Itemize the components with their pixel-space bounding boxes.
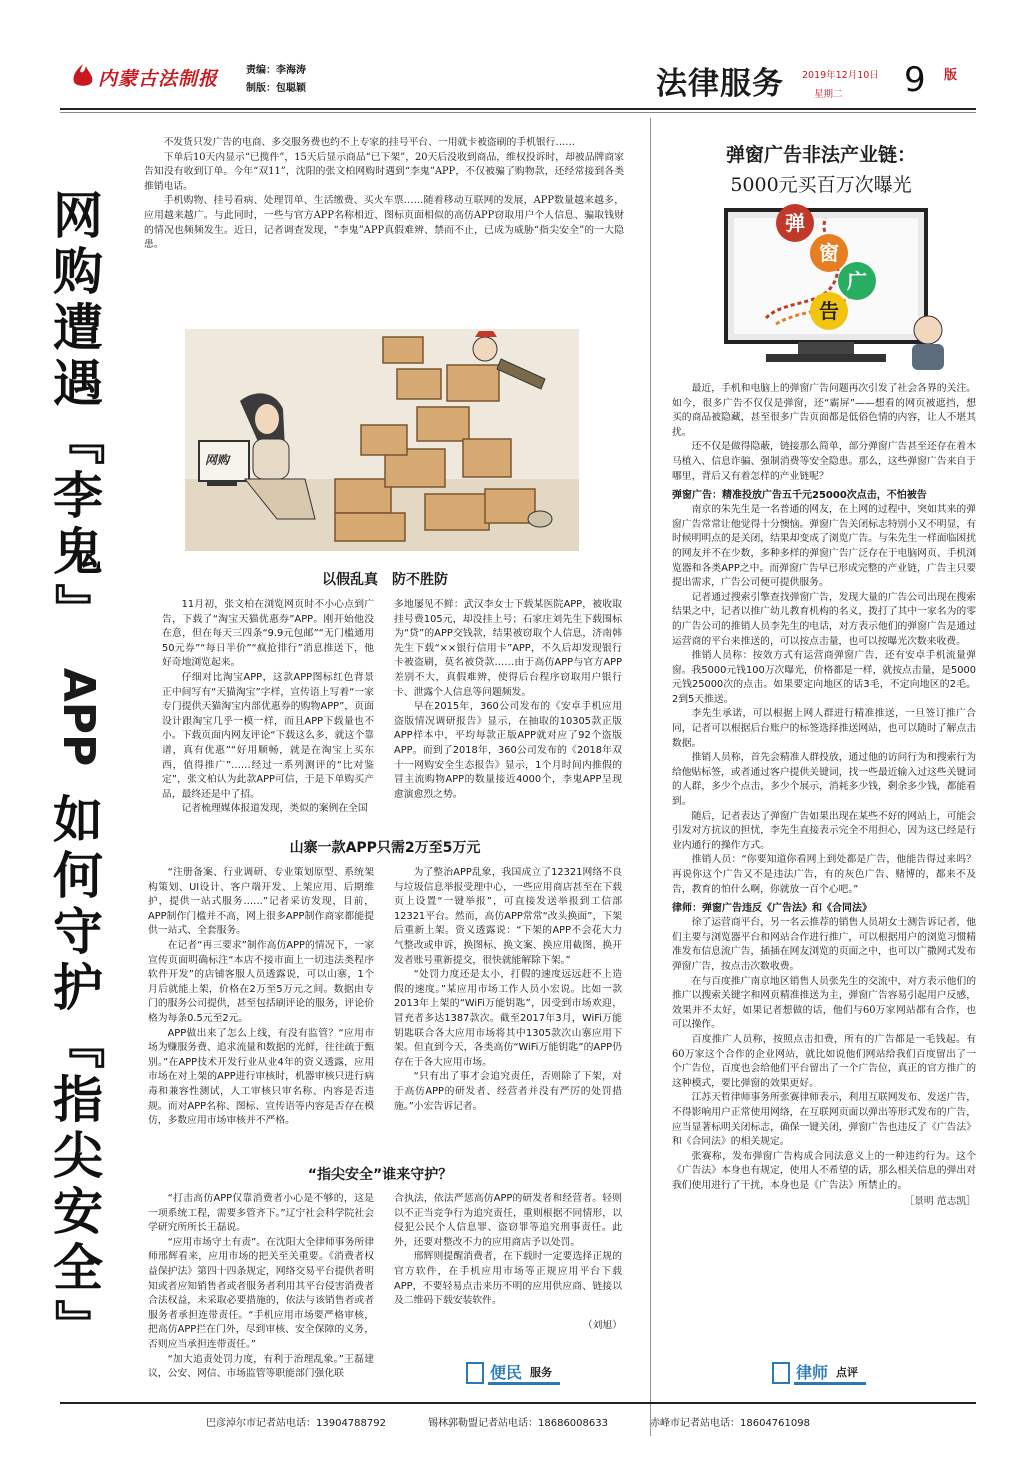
newspaper-page: 内蒙古法制报 责编：李海涛 制版：包聪颖 法律服务 2019年12月10日 星期二 9 版 网 购 遭 遇 『 李 鬼 』 APP 如 何 守 护 『 指 尖 安 全 』 不发货只发广告的电商、多交服务费也约不上专家的挂号平台、一用就卡被盗刷的手机银行…… 下单后10天内显示“已揽件”，15天后显示商品“已下架”，20天后没收到商品，维权投诉时，却被品牌商家告知没有收到订单。今年“双11”，沈阳的张文柏网购时遇到“李鬼”APP，不仅被骗了购物款，还经常接到各类推销电话。 手机购物、挂号看病、处理罚单、生活缴费、买火车票……随着移动互联网的发展，APP数量越来越多，应用越来越广。与此同时，一些与官方APP名称相近、图标页面相似的高仿APP窃取用户个人信息、骗取钱财的情况也频频发生。近日，记者调查发现，“李鬼”APP真假难辨、禁而不止，已成为威胁“指尖安全”的一大隐患。 网购 以假乱真 防不胜防 11月初，张文柏在浏览网页时不小心点到广告，下载了“淘宝天猫优惠券”APP。刚开始他没在意，但在每天三四条“9.9元包邮”“无门槛通用50元券”“每日半价”“疯抢排行”消息推送下，他好奇地浏览起来。 仔细对比淘宝APP，这款APP图标红色背景正中间写有“天猫淘宝”字样，宣传语上写着“一家专门提供天猫淘宝内部优惠券的购物APP”，页面设计跟淘宝几乎一模一样，而且APP下载量也不小。下载页面内网友评论“下载这么多，就这个靠谱，真有优惠”“好用顺畅，就是在淘宝上买东西，值得推广”……经过一系列测评的“比对鉴定”，张文柏认为此款APP可信，于是下单购买产品，最终还是中了招。 记者梳理媒体报道发现，类似的案例在全国 多地屡见不鲜：武汉李女士下载某医院APP，被收取挂号费105元，却没挂上号；石家庄刘先生下载围标为“贷”的APP交钱款，结果被窃取个人信息，济南韩先生下载“××银行信用卡”APP，不久后却发现银行卡被盗刷，莫名被贷款……由于高仿APP与官方APP差别不大，真假难辨，使得后台程序窃取用户银行卡、泄露个人信息等问题频发。 早在2015年，360公司发布的《安卓手机应用盗版情况调研报告》显示，在抽取的10305款正版APP样本中，平均每款正版APP就对应了92个盗版APP。而到了2018年，360公司发布的《2018年双十一网购安全生态报告》显示，1个月时间内推假的冒主流购物APP的数量接近4000个，李鬼APP呈现愈演愈烈之势。 山寨一款APP只需2万至5万元 “注册备案、行业调研、专业策划原型、系统架构策划、UI设计、客户端开发、上架应用、后期维护，提供一站式服务……”记者采访发现，目前，APP制作门槛并不高，网上很多APP制作商家都能提供一站式、全套服务。 在记者“再三要求”制作高仿APP的情况下，一家宣传页面明确标注“本店不接市面上一切违法类程序软件开发”的店铺客服人员透露说，可以山寨，1个月后就能上架，价格在2万至5万元之间。数据由专门的服务公司提供，甚至包括刷评论的服务，评论价格为每条0.5元至2元。 APP做出来了怎么上线，有没有监管？“应用市场为赚服务费、追求流量和数据的光鲜，往往疏于甄别。”在APP技术开发行业从业4年的资义透露，应用市场在对上架的APP进行审核时，机器审核只进行病毒和兼容性测试，人工审核只审名称、内容是否违规。而对APP名称、图标、宣传语等内容是否存在模仿，多数应用市场审核并不严格。 为了整治APP乱象，我国成立了12321网络不良与垃圾信息举报受理中心，一些应用商店甚至在下载页上设置“一键举报”，可直接发送举报到工信部12321平台。然而，高仿APP常常“改头换面”，下架后重新上架。资义透露说：“下架的APP不会花大力气整改或申诉，换图标、换文案、换应用截图、换开发者账号重新提交，很快就能解除下架。” “处罚力度还是太小，打假的速度远远赶不上造假的速度。”某应用市场工作人员小宏说。比如一款2013年上架的“WiFi万能钥匙”，因受到市场欢迎，冒充者多达1387款次。截至2017年3月，WiFi万能钥匙联合各大应用市场将其中1305款次山寨应用下架。但直到今天，各类高仿“WiFi万能钥匙”的APP仍存在于各大应用市场。 “只有出了事才会追究责任，否则除了下架，对于高仿APP的研发者、经营者并没有严厉的处罚措施。”小宏告诉记者。 “指尖安全”谁来守护？ “打击高仿APP仅靠消费者小心是不够的，这是一项系统工程，需要多管齐下。”辽宁社会科学院社会学研究所所长王磊说。 “应用市场守土有责”。在沈阳大全律师事务所律师邢辉看来，应用市场的把关至关重要。《消费者权益保护法》第四十四条规定，网络交易平台提供者明知或者应知销售者或者服务者利用其平台侵害消费者合法权益，未采取必要措施的，依法与该销售者或者服务者承担连带责任。“手机应用市场要严格审核，把高仿APP拦在门外，尽到审核、安全保障的义务，否则应当承担连带责任。” “加大追责处罚力度，有利于治理乱象。”王磊建议，公安、网信、市场监管等职能部门强化联 合执法，依法严惩高仿APP的研发者和经营者。轻则以不正当竞争行为追究责任，重则根据不同情形，以侵犯公民个人信息罪、盗窃罪等追究刑事责任。此外，还要对整改不力的应用商店予以处罚。 邢辉则提醒消费者，在下载时一定要选择正规的官方软件，在手机应用市场等正规应用平台下载APP，不要轻易点击来历不明的应用供应商、链接以及二维码下载安装软件。 （刘旭） 弹窗广告非法产业链： 5000元买百万次曝光 弹 窗 广 告 最近，手机和电脑上的弹窗广告问题再次引发了社会各界的关注。如今，很多广告不仅仅是弹窗，还“霸屏”——想看的网页被遮挡，想买的商品被隐藏，甚至很多广告页面都是低俗色情的内容，让人不堪其扰。 还不仅是做得隐蔽，链接那么简单，部分弹窗广告甚至还存在着木马植入、信息诈骗、强制消费等安全隐患。那么，这些弹窗广告来自于哪里，背后又有着怎样的产业链呢？ 弹窗广告：精准投放广告五千元25000次点击，不怕被告 南京的朱先生是一名普通的网友，在上网的过程中，突如其来的弹窗广告常常让他觉得十分懊恼。弹窗广告关闭标志特别小又不明显，有时候明明点的是关闭，结果却变成了浏览广告。与朱先生一样面临困扰的网友并不在少数，多种多样的弹窗广告广泛存在于电脑网页、手机浏览器和各类APP之中。而弹窗广告早已形成完整的产业链，广告主只要提出需求，广告公司便可提供服务。 记者通过搜索引擎查找弹窗广告，发现大量的广告公司出现在搜索结果之中，记者以推广幼儿教育机构的名义，拨打了其中一家名为的零的广告公司的推销人员李先生的电话，对方表示他们的弹窗广告是通过运营商的平台来推送的，可以按点击量，也可以按曝光次数来收费。 推销人员称：按效方式有运营商弹窗广告，还有安卓手机流量弹窗。我5000元钱100万次曝光，价格都是一样，就按点击量，是5000元钱25000次的点击。如果要定向地区的话3毛，不定向地区的2毛。2到5天推送。 李先生承诺，可以根据上网人群进行精准推送，一旦签订推广合同，记者可以根据后台账户的标签选择推送网站，也可以随时了解点击数据。 推销人员称，首先会精准人群投放，通过他的访问行为和搜索行为给他贴标签，或者通过客户提供关键词，找一些最近输入过这些关键词的人群，多少个点击，多少个展示，消耗多少钱，剩余多少钱，都能看到。 随后，记者表达了弹窗广告如果出现在某些不好的网站上，可能会引发对方抗议的担忧，李先生直接表示完全不用担心，因为这已经是行业内通行的操作方式。 推销人员：“你要知道你看网上到处都是广告，他能告得过来吗？再说你这个广告又不是违法广告，有的灰色广告、赌博的，都来不及告，教育的怕什么啊，你就放一百个心吧。” 律师：弹窗广告违反《广告法》和《合同法》 徐了运营商平台，另一名云推荐的销售人员胡女士测告诉记者，他们主要与浏览器平台和网站合作进行推广，可以根据用户的浏览习惯精准发布信息流广告，插插在网友浏览的页面之中，也可以广撒网式发布弹窗广告，按点击次数收费。 在与百度推广南京地区销售人员张先生的交流中，对方表示他们的推广以搜索关键字和网页精准推送为主，弹窗广告容易引起用户反感，效果并不太好，如果记者想做的话，他们与60万家网站都有合作，也可以操作。 百度推广人员称，按照点击扣费，所有的广告都是一毛钱起。有60万家这个合作的企业网站，就比如说他们网站给我们百度留出了一个广告位，百度也会给他们平台留出了一个广告位，真正的官方推广的这种模式，要比弹窗的效果更好。 江苏天哲律师事务所张赛律师表示，利用互联网发布、发送广告，不得影响用户正常使用网络，在互联网页面以弹出等形式发布的广告，应当显著标明关闭标志，确保一键关闭，弹窗广告也违反了《广告法》和《合同法》的相关规定。 张赛称，发布弹窗广告构成合同法意义上的一种违约行为。这个《广告法》本身也有规定，使用人不希望的话，那么相关信息的弹出对我们使用进行了干扰，本身也是《广告法》所禁止的。 ［景明 范志凯］ 便民 服务 律师 点评 巴彦淖尔市记者站电话：13904788792 锡林郭勒盟记者站电话：18686008633 赤峰市记者站电话：18604761098 <box>0 0 1024 1484</box>
right-headline-2: 5000元买百万次曝光 <box>730 174 912 196</box>
lead-paragraph: 不发货只发广告的电商、多交服务费也约不上专家的挂号平台、一用就卡被盗刷的手机银行…… <box>163 137 576 148</box>
footer-rule <box>60 1402 976 1404</box>
cartoon-char: 弹 <box>776 204 814 242</box>
section-heading-2: 山寨一款APP只需2万至5万元 <box>289 840 481 856</box>
sec2-col1: “注册备案、行业调研、专业策划原型、系统架构策划、UI设计、客户端开发、上架应用、后期维护，提供一站式服务……”记者采访发现，目前，APP制作门槛并不高，网上很多APP制作商家都能提供一站式、全套服务。 在记者“再三要求”制作高仿APP的情况下，一家宣传页面明确标注“本店不接市面上一切违法类程序软件开发”的店铺客服人员透露说，可以山寨，1个月后就能上架，价格在2万至5万元之间。数据由专门的服务公司提供，甚至包括刷评论的服务，评论价格为每条0.5元至2元。 APP做出来了怎么上线，有没有监管？“应用市场为赚服务费、追求流量和数据的光鲜，往往疏于甄别。”在APP技术开发行业从业4年的资义透露，应用市场在对上架的APP进行审核时，机器审核只进行病毒和兼容性测试，人工审核只审名称、内容是否违规。而对APP名称、图标、宣传语等内容是否存在模仿，多数应用市场审核并不严格。 <box>148 867 374 1127</box>
editor-credit: 责编：李海涛 <box>246 65 306 76</box>
shopping-illustration <box>185 329 579 551</box>
page-number: 9 <box>904 60 926 100</box>
section-heading-3: “指尖安全”谁来守护？ <box>307 1167 453 1183</box>
sec2-col2: 为了整治APP乱象，我国成立了12321网络不良与垃圾信息举报受理中心，一些应用商店甚至在下载页上设置“一键举报”，可直接发送举报到工信部12321平台。然而，高仿APP常常“改头换面”，下架后重新上架。资义透露说：“下架的APP不会花大力气整改或申诉，换图标、换文案、换应用截图、换开发者账号重新提交，很快就能解除下架。” “处罚力度还是太小，打假的速度远远赶不上造假的速度。”某应用市场工作人员小宏说。比如一款2013年上架的“WiFi万能钥匙”，因受到市场欢迎，冒充者多达1387款次。截至2017年3月，WiFi万能钥匙联合各大应用市场将其中1305款次山寨应用下架。但直到今天，各类高仿“WiFi万能钥匙”的APP仍存在于各大应用市场。 “只有出了事才会追究责任，否则除了下架，对于高仿APP的研发者、经营者并没有严厉的处罚措施。”小宏告诉记者。 <box>394 867 622 1112</box>
vertical-headline-app: APP <box>53 667 104 767</box>
masthead-rule <box>60 108 976 110</box>
lead-paragraph: 下单后10天内显示“已揽件”，15天后显示商品“已下架”，20天后没收到商品，维权投诉时，却被品牌商家告知没有收到订单。今年“双11”，沈阳的张文柏网购时遇到“李鬼”APP，不仅被骗了购物款，还经常接到各类推销电话。 <box>144 151 624 192</box>
sec3-col2: 合执法，依法严惩高仿APP的研发者和经营者。轻则以不正当竞争行为追究责任，重则根据不同情形，以侵犯公民个人信息罪、盗窃罪等追究刑事责任。此外，还要对整改不力的应用商店予以处罚。 邢辉则提醒消费者，在下载时一定要选择正规的官方软件，在手机应用市场等正规应用平台下载APP，不要轻易点击来历不明的应用供应商、链接以及二维码下载安装软件。 （刘旭） <box>394 1193 622 1331</box>
subhead: 弹窗广告：精准投放广告五千元25000次点击，不怕被告 <box>672 490 927 502</box>
footer-contact: 赤峰市记者站电话：18604761098 <box>650 1418 810 1429</box>
subhead: 律师：弹窗广告违反《广告法》和《合同法》 <box>672 903 872 915</box>
section-title: 法律服务 <box>656 66 784 102</box>
right-headline-1: 弹窗广告非法产业链： <box>725 144 916 166</box>
sec3-col1: “打击高仿APP仅靠消费者小心是不够的，这是一项系统工程，需要多管齐下。”辽宁社会科学院社会学研究所所长王磊说。 “应用市场守土有责”。在沈阳大全律师事务所律师邢辉看来，应用市场的把关至关重要。《消费者权益保护法》第四十四条规定，网络交易平台提供者明知或者应知销售者或者服务者利用其平台侵害消费者合法权益，未采取必要措施的，依法与该销售者或者服务者承担连带责任。“手机应用市场要严格审核，把高仿APP拦在门外，尽到审核、安全保障的义务，否则应当承担连带责任。” “加大追责处罚力度，有利于治理乱象。”王磊建议，公安、网信、市场监管等职能部门强化联 <box>148 1193 374 1380</box>
right-article: 最近，手机和电脑上的弹窗广告问题再次引发了社会各界的关注。如今，很多广告不仅仅是弹窗，还“霸屏”——想看的网页被遮挡，想买的商品被隐藏，甚至很多广告页面都是低俗色情的内容，让人不堪其扰。 还不仅是做得隐蔽，链接那么简单，部分弹窗广告甚至还存在着木马植入、信息诈骗、强制消费等安全隐患。那么，这些弹窗广告来自于哪里，背后又有着怎样的产业链呢？ 弹窗广告：精准投放广告五千元25000次点击，不怕被告 南京的朱先生是一名普通的网友，在上网的过程中，突如其来的弹窗广告常常让他觉得十分懊恼。弹窗广告关闭标志特别小又不明显，有时候明明点的是关闭，结果却变成了浏览广告。与朱先生一样面临困扰的网友并不在少数，多种多样的弹窗广告广泛存在于电脑网页、手机浏览器和各类APP之中。而弹窗广告早已形成完整的产业链，广告主只要提出需求，广告公司便可提供服务。 记者通过搜索引擎查找弹窗广告，发现大量的广告公司出现在搜索结果之中，记者以推广幼儿教育机构的名义，拨打了其中一家名为的零的广告公司的推销人员李先生的电话，对方表示他们的弹窗广告是通过运营商的平台来推送的，可以按点击量，也可以按曝光次数来收费。 推销人员称：按效方式有运营商弹窗广告，还有安卓手机流量弹窗。我5000元钱100万次曝光，价格都是一样，就按点击量，是5000元钱25000次的点击。如果要定向地区的话3毛，不定向地区的2毛。2到5天推送。 李先生承诺，可以根据上网人群进行精准推送，一旦签订推广合同，记者可以根据后台账户的标签选择推送网站，也可以随时了解点击数据。 推销人员称，首先会精准人群投放，通过他的访问行为和搜索行为给他贴标签，或者通过客户提供关键词，找一些最近输入过这些关键词的人群，多少个点击，多少个展示，消耗多少钱，剩余多少钱，都能看到。 随后，记者表达了弹窗广告如果出现在某些不好的网站上，可能会引发对方抗议的担忧，李先生直接表示完全不用担心，因为这已经是行业内通行的操作方式。 推销人员：“你要知道你看网上到处都是广告，他能告得过来吗？再说你这个广告又不是违法广告，有的灰色广告、赌博的，都来不及告，教育的怕什么啊，你就放一百个心吧。” 律师：弹窗广告违反《广告法》和《合同法》 徐了运营商平台，另一名云推荐的销售人员胡女士测告诉记者，他们主要与浏览器平台和网站合作进行推广，可以根据用户的浏览习惯精准发布信息流广告，插插在网友浏览的页面之中，也可以广撒网式发布弹窗广告，按点击次数收费。 在与百度推广南京地区销售人员张先生的交流中，对方表示他们的推广以搜索关键字和网页精准推送为主，弹窗广告容易引起用户反感，效果并不太好，如果记者想做的话，他们与60万家网站都有合作，也可以操作。 百度推广人员称，按照点击扣费，所有的广告都是一毛钱起。有60万家这个合作的企业网站，就比如说他们网站给我们百度留出了一个广告位，百度也会给他们平台留出了一个广告位，真正的官方推广的这种模式，要比弹窗的效果更好。 江苏天哲律师事务所张赛律师表示，利用互联网发布、发送广告，不得影响用户正常使用网络，在互联网页面以弹出等形式发布的广告，应当显著标明关闭标志，确保一键关闭，弹窗广告也违反了《广告法》和《合同法》的相关规定。 张赛称，发布弹窗广告构成合同法意义上的一种违约行为。这个《广告法》本身也有规定，使用人不希望的话，那么相关信息的弹出对我们使用进行了干扰，本身也是《广告法》所禁止的。 ［景明 范志凯］ <box>672 383 976 1208</box>
issue-weekday: 星期二 <box>814 89 843 100</box>
masthead-rule-thin <box>60 112 976 113</box>
lead-text <box>144 136 624 253</box>
vertical-headline: 网 购 遭 遇 『 李 鬼 』 <box>49 186 108 633</box>
cartoon-char: 窗 <box>810 234 848 272</box>
masthead-logo-text: 内蒙古法制报 <box>98 68 219 90</box>
cartoon-char: 广 <box>838 262 876 300</box>
footer-contact: 巴彦淖尔市记者站电话：13904788792 <box>206 1418 386 1429</box>
byline: ［景明 范志凯］ <box>904 1196 976 1208</box>
document-icon <box>466 1362 484 1384</box>
issue-date: 2019年12月10日 <box>802 70 879 81</box>
byline: （刘旭） <box>582 1319 622 1331</box>
section-heading-1: 以假乱真 防不胜防 <box>322 572 448 588</box>
producer-credit: 制版：包聪颖 <box>246 83 306 94</box>
sec1-col2: 多地屡见不鲜：武汉李女士下载某医院APP，被收取挂号费105元，却没挂上号；石家庄刘先生下载围标为“贷”的APP交钱款，结果被窃取个人信息，济南韩先生下载“××银行信用卡”APP，不久后却发现银行卡被盗刷，莫名被贷款……由于高仿APP与官方APP差别不大，真假难辨，使得后台程序窃取用户银行卡、泄露个人信息等问题频发。 早在2015年，360公司发布的《安卓手机应用盗版情况调研报告》显示，在抽取的10305款正版APP样本中，平均每款正版APP就对应了92个盗版APP。而到了2018年，360公司发布的《2018年双十一网购安全生态报告》显示，1个月时间内推假的冒主流购物APP的数量接近4000个，李鬼APP呈现愈演愈烈之势。 <box>394 599 622 800</box>
sec1-col1: 11月初，张文柏在浏览网页时不小心点到广告，下载了“淘宝天猫优惠券”APP。刚开始他没在意，但在每天三四条“9.9元包邮”“无门槛通用50元券”“每日半价”“疯抢排行”消息推送下，他好奇地浏览起来。 仔细对比淘宝APP，这款APP图标红色背景正中间写有“天猫淘宝”字样，宣传语上写着“一家专门提供天猫淘宝内部优惠券的购物APP”，页面设计跟淘宝几乎一模一样，而且APP下载量也不小。下载页面内网友评论“下载这么多，就这个靠谱，真有优惠”“好用顺畅，就是在淘宝上买东西，值得推广”……经过一系列测评的“比对鉴定”，张文柏认为此款APP可信，于是下单购买产品，最终还是中了招。 记者梳理媒体报道发现，类似的案例在全国 <box>162 599 374 815</box>
cartoon-char: 告 <box>810 292 848 330</box>
page-suffix: 版 <box>944 68 958 83</box>
lead-paragraph: 手机购物、挂号看病、处理罚单、生活缴费、买火车票……随着移动互联网的发展，APP数量越来越多，应用越来越广。与此同时，一些与官方APP名称相近、图标页面相似的高仿APP窃取用户个人信息、骗取钱财的情况也频频发生。近日，记者调查发现，“李鬼”APP真假难辨、禁而不止，已成为威胁“指尖安全”的一大隐患。 <box>144 195 624 251</box>
vertical-headline-2: 如 何 守 护 『 指 尖 安 全 』 <box>49 790 108 1349</box>
column-divider <box>650 118 651 1436</box>
flame-icon <box>68 62 98 88</box>
laptop-screen-text: 网购 <box>205 453 230 467</box>
masthead-logo <box>68 62 230 88</box>
footer-contact: 锡林郭勒盟记者站电话：18686008633 <box>428 1418 608 1429</box>
popup-ad-cartoon <box>706 198 958 370</box>
document-icon <box>772 1362 790 1384</box>
